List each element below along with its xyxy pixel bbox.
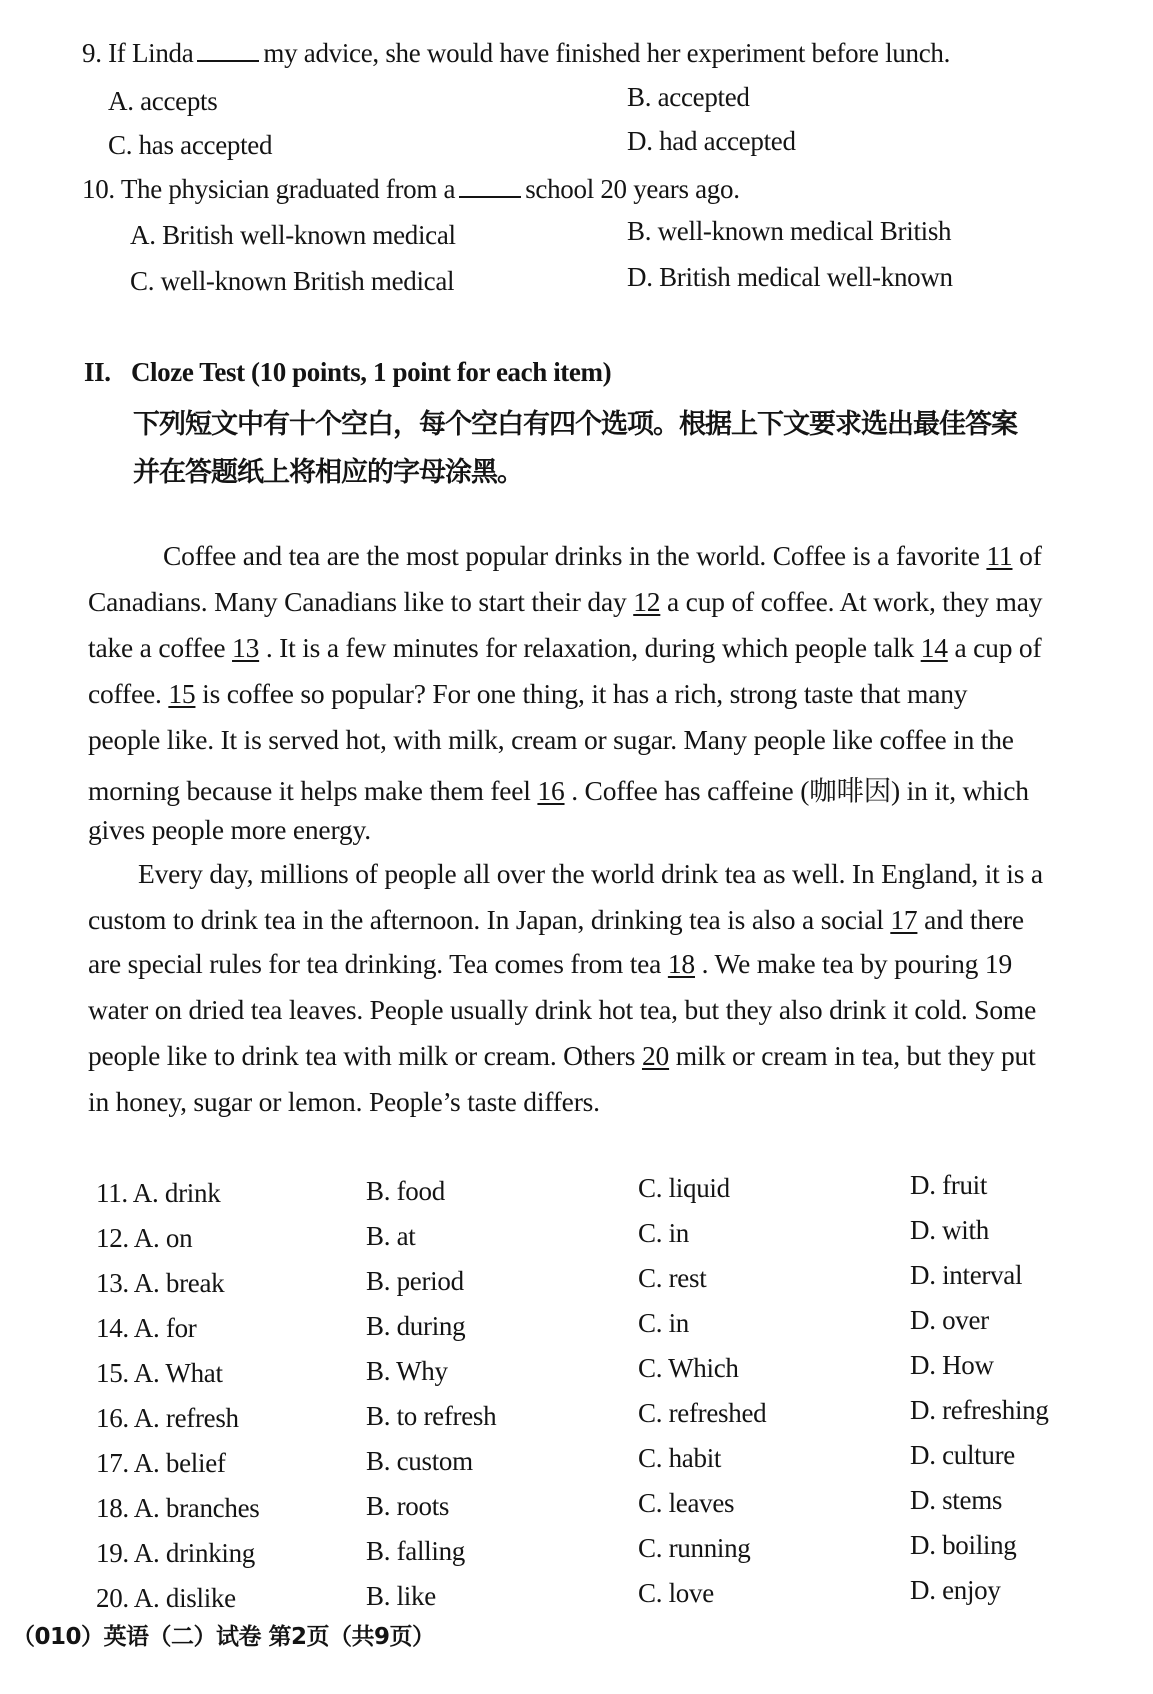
section-instruction-line1: 下列短文中有十个空白，每个空白有四个选项。根据上下文要求选出最佳答案	[133, 409, 1017, 440]
passage-text: gives people more energy.	[88, 814, 371, 845]
cloze-option-11-c: C. liquid	[638, 1173, 730, 1203]
cloze-option-18-d: D. stems	[910, 1485, 1003, 1515]
passage-text: morning because it helps make them feel	[88, 775, 538, 806]
cloze-option-20-c: C. love	[638, 1578, 714, 1608]
cloze-option-14-c: C. in	[638, 1308, 690, 1338]
passage-line	[88, 948, 1012, 980]
stem-before: If Linda	[108, 38, 194, 68]
cloze-option-15-d: D. How	[910, 1350, 994, 1380]
cloze-option-16-c: C. refreshed	[638, 1398, 767, 1428]
blank-number: 12	[633, 586, 661, 617]
blank-number: 16	[537, 775, 565, 806]
passage-text: coffee.	[88, 678, 169, 709]
passage-line	[88, 904, 1024, 936]
passage-text: and there	[917, 904, 1024, 935]
q9-option-b: B. accepted	[627, 82, 750, 112]
stem-before: The physician graduated from a	[120, 174, 456, 204]
blank-number: 13	[232, 632, 260, 663]
passage-line	[88, 994, 1036, 1026]
answer-blank	[459, 178, 521, 198]
cloze-option-13-a: 13. A. break	[96, 1268, 225, 1298]
question-10-stem	[82, 174, 740, 205]
cloze-option-19-c: C. running	[638, 1533, 751, 1563]
cloze-option-16-d: D. refreshing	[910, 1395, 1049, 1425]
passage-line	[88, 724, 1014, 756]
section-numeral: II.	[84, 357, 111, 387]
cloze-option-18-b: B. roots	[366, 1491, 450, 1521]
answer-blank	[197, 42, 259, 62]
passage-text: a cup of coffee. At work, they may	[660, 586, 1043, 617]
section-instruction-line2: 并在答题纸上将相应的字母涂黑。	[133, 457, 523, 488]
cloze-option-17-d: D. culture	[910, 1440, 1015, 1470]
q9-option-c: C. has accepted	[108, 130, 273, 160]
passage-line	[88, 586, 1042, 618]
blank-number: 18	[667, 948, 695, 979]
cloze-option-15-a: 15. A. What	[96, 1358, 223, 1388]
cloze-option-17-c: C. habit	[638, 1443, 722, 1473]
cloze-option-17-a: 17. A. belief	[96, 1448, 226, 1478]
passage-text: of	[1012, 540, 1042, 571]
cloze-option-13-d: D. interval	[910, 1260, 1023, 1290]
passage-text: in honey, sugar or lemon. People’s taste differs.	[88, 1086, 600, 1117]
blank-number: 20	[641, 1040, 670, 1071]
cloze-option-19-b: B. falling	[366, 1536, 465, 1566]
question-number: 10.	[82, 174, 115, 204]
cloze-option-15-c: C. Which	[638, 1353, 739, 1383]
cloze-option-11-d: D. fruit	[910, 1170, 988, 1200]
blank-number: 11	[986, 540, 1013, 571]
cloze-option-12-a: 12. A. on	[96, 1223, 193, 1253]
passage-text: Canadians. Many Canadians like to start their day	[88, 586, 634, 617]
passage-text: people like. It is served hot, with milk, cream or sugar. Many people like coffee in the	[88, 724, 1014, 755]
passage-line	[88, 768, 1029, 808]
passage-text: . It is a few minutes for relaxation, during which people talk	[259, 632, 921, 663]
question-9-stem	[82, 38, 950, 69]
cloze-option-14-a: 14. A. for	[96, 1313, 197, 1343]
section-header	[84, 357, 611, 388]
passage-line	[88, 1040, 1036, 1072]
section-title: Cloze Test (10 points, 1 point for each item)	[130, 357, 612, 387]
cloze-option-12-b: B. at	[366, 1221, 416, 1251]
cloze-option-15-b: B. Why	[366, 1356, 448, 1386]
passage-text: water on dried tea leaves. People usually drink hot tea, but they also drink it cold. Some	[88, 994, 1037, 1025]
cloze-option-13-b: B. period	[366, 1266, 464, 1296]
passage-text: are special rules for tea drinking. Tea comes from tea	[88, 948, 668, 979]
q9-option-d: D. had accepted	[627, 126, 796, 156]
cloze-option-19-a: 19. A. drinking	[96, 1538, 256, 1568]
passage-text: Coffee and tea are the most popular drinks in the world. Coffee is a favorite	[163, 540, 987, 571]
cloze-option-12-d: D. with	[910, 1215, 989, 1245]
passage-line	[163, 540, 1042, 572]
cloze-option-14-b: B. during	[366, 1311, 466, 1341]
cloze-option-14-d: D. over	[910, 1305, 989, 1335]
stem-after: my advice, she would have finished her experiment before lunch.	[263, 38, 951, 68]
cloze-option-11-b: B. food	[366, 1176, 445, 1206]
passage-text: a cup of	[947, 632, 1042, 663]
passage-text: milk or cream in tea, but they put	[669, 1040, 1036, 1071]
passage-text: take a coffee	[88, 632, 233, 663]
passage-text: Every day, millions of people all over the world drink tea as well. In England, it is a	[138, 858, 1043, 889]
cloze-option-20-d: D. enjoy	[910, 1575, 1001, 1605]
passage-text: custom to drink tea in the afternoon. In Japan, drinking tea is also a social	[88, 904, 891, 935]
cloze-option-18-a: 18. A. branches	[96, 1493, 260, 1523]
cloze-option-18-c: C. leaves	[638, 1488, 735, 1518]
cloze-option-19-d: D. boiling	[910, 1530, 1017, 1560]
cloze-option-12-c: C. in	[638, 1218, 690, 1248]
passage-text: is coffee so popular? For one thing, it has a rich, strong taste that many	[195, 678, 968, 709]
cloze-option-11-a: 11. A. drink	[96, 1178, 221, 1208]
stem-after: school 20 years ago.	[525, 174, 740, 204]
passage-line	[138, 858, 1043, 890]
q9-option-a: A. accepts	[108, 86, 218, 116]
passage-line	[88, 1086, 600, 1118]
cloze-option-17-b: B. custom	[366, 1446, 473, 1476]
passage-text: . We make tea by pouring 19	[694, 948, 1012, 979]
q10-option-a: A. British well-known medical	[130, 220, 456, 250]
cloze-option-16-b: B. to refresh	[366, 1401, 497, 1431]
cloze-option-16-a: 16. A. refresh	[96, 1403, 239, 1433]
blank-number: 15	[168, 678, 196, 709]
blank-number: 17	[890, 904, 918, 935]
passage-line	[88, 814, 371, 846]
cloze-option-20-a: 20. A. dislike	[96, 1583, 236, 1613]
passage-line	[88, 632, 1041, 664]
passage-text: people like to drink tea with milk or cream. Others	[88, 1040, 642, 1071]
blank-number: 14	[920, 632, 948, 663]
q10-option-b: B. well-known medical British	[627, 216, 952, 246]
q10-option-c: C. well-known British medical	[130, 266, 455, 296]
page-footer: （010）英语（二）试卷 第2页（共9页）	[12, 1624, 435, 1650]
cloze-option-13-c: C. rest	[638, 1263, 707, 1293]
cloze-option-20-b: B. like	[366, 1581, 436, 1611]
question-number: 9.	[82, 38, 102, 68]
q10-option-d: D. British medical well-known	[627, 262, 953, 292]
passage-text: . Coffee has caffeine (咖啡因) in it, which	[564, 775, 1029, 806]
passage-line	[88, 678, 967, 710]
